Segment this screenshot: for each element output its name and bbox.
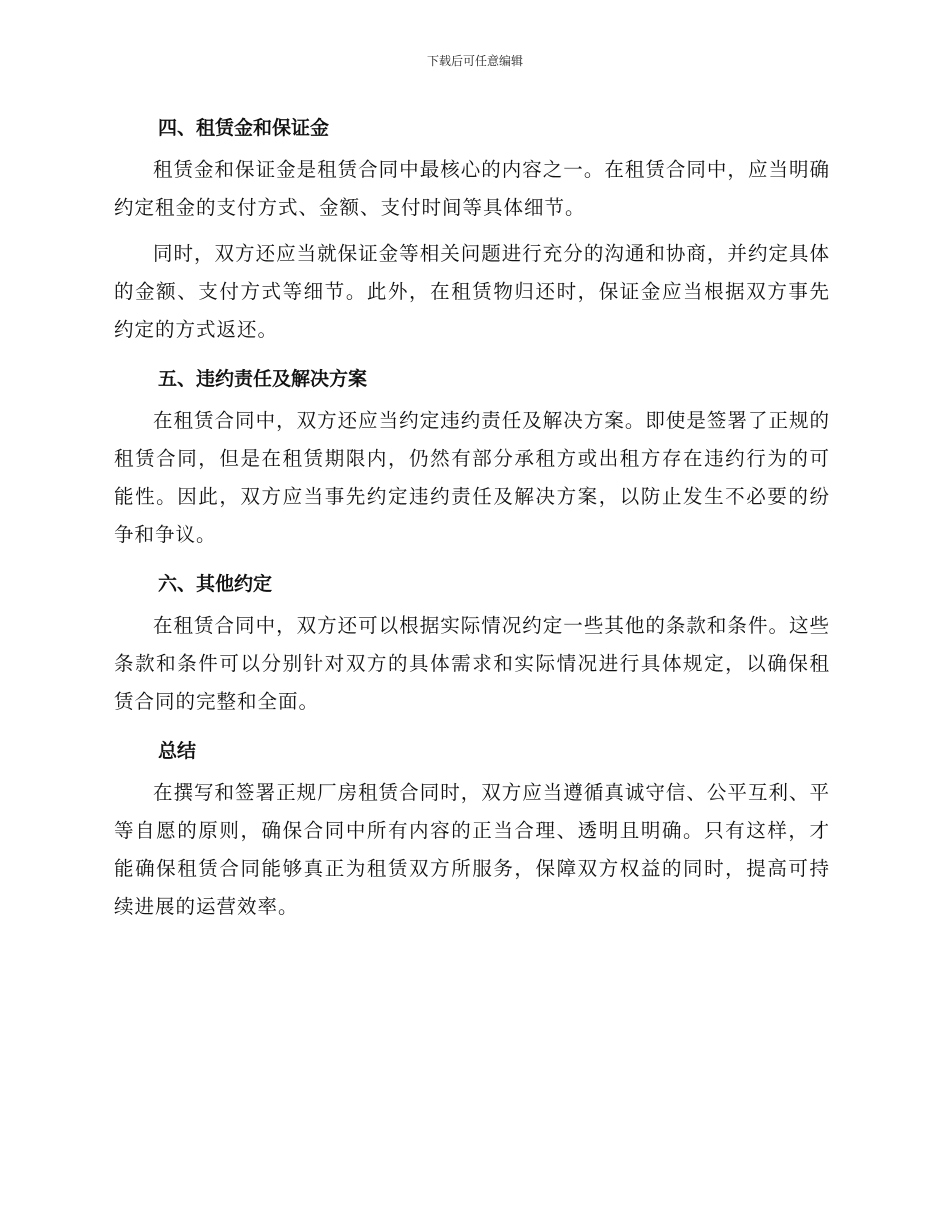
section-heading-other-terms: 六、其他约定 [158,573,273,595]
paragraph: 同时，双方还应当就保证金等相关问题进行充分的沟通和协商，并约定具体的金额、支付方式等细节。此外，在租赁物归还时，保证金应当根据双方事先约定的方式返还。 [114,242,830,341]
paragraph: 租赁金和保证金是租赁合同中最核心的内容之一。在租赁合同中，应当明确约定租金的支付方式、金额、支付时间等具体细节。 [114,158,830,219]
section-heading-breach-liability: 五、违约责任及解决方案 [158,368,368,390]
page-header-note: 下载后可任意编辑 [426,54,523,68]
section-heading-rent-deposit: 四、租赁金和保证金 [158,117,330,139]
section-heading-summary: 总结 [158,740,197,762]
paragraph: 在租赁合同中，双方还可以根据实际情况约定一些其他的条款和条件。这些条款和条件可以分别针对双方的具体需求和实际情况进行具体规定，以确保租赁合同的完整和全面。 [114,614,830,713]
document-body [114,106,830,934]
paragraph: 在撰写和签署正规厂房租赁合同时，双方应当遵循真诚守信、公平互利、平等自愿的原则，确保合同中所有内容的正当合理、透明且明确。只有这样，才能确保租赁合同能够真正为租赁双方所服务，保障双方权益的同时，提高可持续进展的运营效率。 [114,781,830,918]
paragraph: 在租赁合同中，双方还应当约定违约责任及解决方案。即使是签署了正规的租赁合同，但是在租赁期限内，仍然有部分承租方或出租方存在违约行为的可能性。因此，双方应当事先约定违约责任及解决方案，以防止发生不必要的纷争和争议。 [114,409,830,546]
